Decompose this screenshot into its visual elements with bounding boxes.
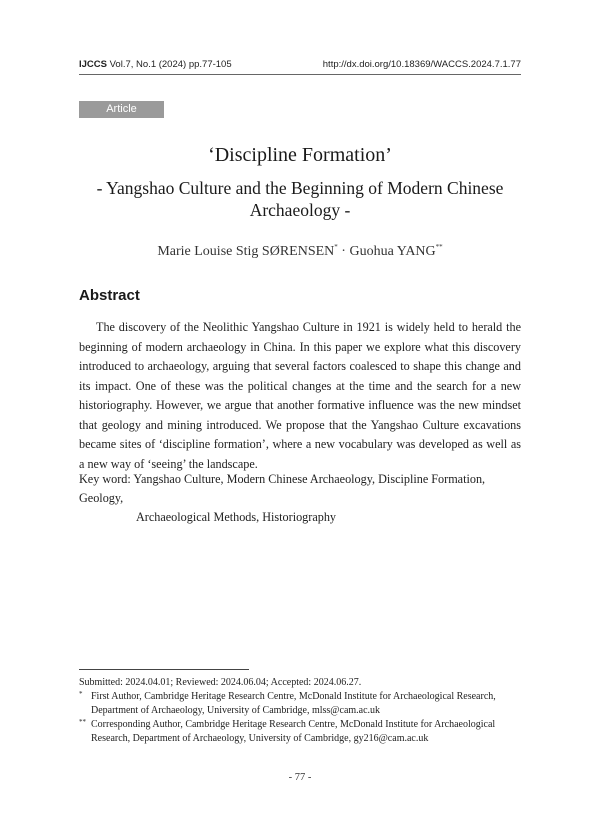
author-1-name: Marie Louise Stig SØRENSEN xyxy=(157,244,335,259)
keywords-block xyxy=(79,470,521,527)
footnote-mark: ** xyxy=(79,718,86,726)
submission-dates: Submitted: 2024.04.01; Reviewed: 2024.06.04; Accepted: 2024.06.27. xyxy=(79,677,362,688)
paper-subtitle: - Yangshao Culture and the Beginning of Modern Chinese Archaeology - xyxy=(96,178,504,220)
article-type-badge: Article xyxy=(79,101,164,118)
page-number: - 77 - xyxy=(288,772,312,783)
keywords-label: Key word: xyxy=(79,472,131,486)
keywords-line-1: Yangshao Culture, Modern Chinese Archaeology, Discipline Formation, Geology, xyxy=(79,472,486,505)
abstract-heading: Abstract xyxy=(79,287,140,304)
keywords-line-2: Archaeological Methods, Historiography xyxy=(136,510,337,524)
author-line xyxy=(60,243,540,260)
doi-link[interactable]: http://dx.doi.org/10.18369/WACCS.2024.7.1.77 xyxy=(322,59,521,70)
abstract-text: The discovery of the Neolithic Yangshao Culture in 1921 is widely held to herald the beginning of modern archaeology in China. In this paper we explore what this discovery introduced to archaeology, arguing that several factors coalesced to shape this change and its impact. One of these was the political changes at the time and the search for a new historiography. However, we argue that another formative influence was the new mindset that geology and mining introduced. We propose that the Yangshao Culture excavations became sites of ‘discipline formation’, where a new vocabulary was developed as well as a new way of ‘seeing’ the landscape. xyxy=(79,320,521,471)
author-separator: · xyxy=(341,244,346,259)
footnote-mark: * xyxy=(79,690,83,698)
journal-citation: Vol.7, No.1 (2024) pp.77-105 xyxy=(109,59,232,70)
footnote-corresponding-author xyxy=(79,718,521,746)
author-1-footnote-mark: * xyxy=(334,243,338,251)
paper-title: ‘Discipline Formation’ xyxy=(208,144,392,166)
footnote-text: First Author, Cambridge Heritage Research Centre, McDonald Institute for Archaeological Research, Department of Archaeology, University of Cambridge, mlss@cam.ac.uk xyxy=(91,691,496,716)
journal-abbrev: IJCCS xyxy=(79,59,107,70)
footnote-first-author xyxy=(79,690,521,718)
header-divider xyxy=(79,74,521,75)
author-2-name: Guohua YANG xyxy=(349,244,436,259)
running-header-citation xyxy=(79,59,232,70)
author-2-footnote-mark: ** xyxy=(435,243,443,251)
footnote-divider xyxy=(79,669,249,670)
footnote-text: Corresponding Author, Cambridge Heritage Research Centre, McDonald Institute for Archaeological Research, Department of Archaeology, University of Cambridge, gy216@cam.ac.uk xyxy=(91,719,496,744)
footnotes xyxy=(79,676,521,746)
